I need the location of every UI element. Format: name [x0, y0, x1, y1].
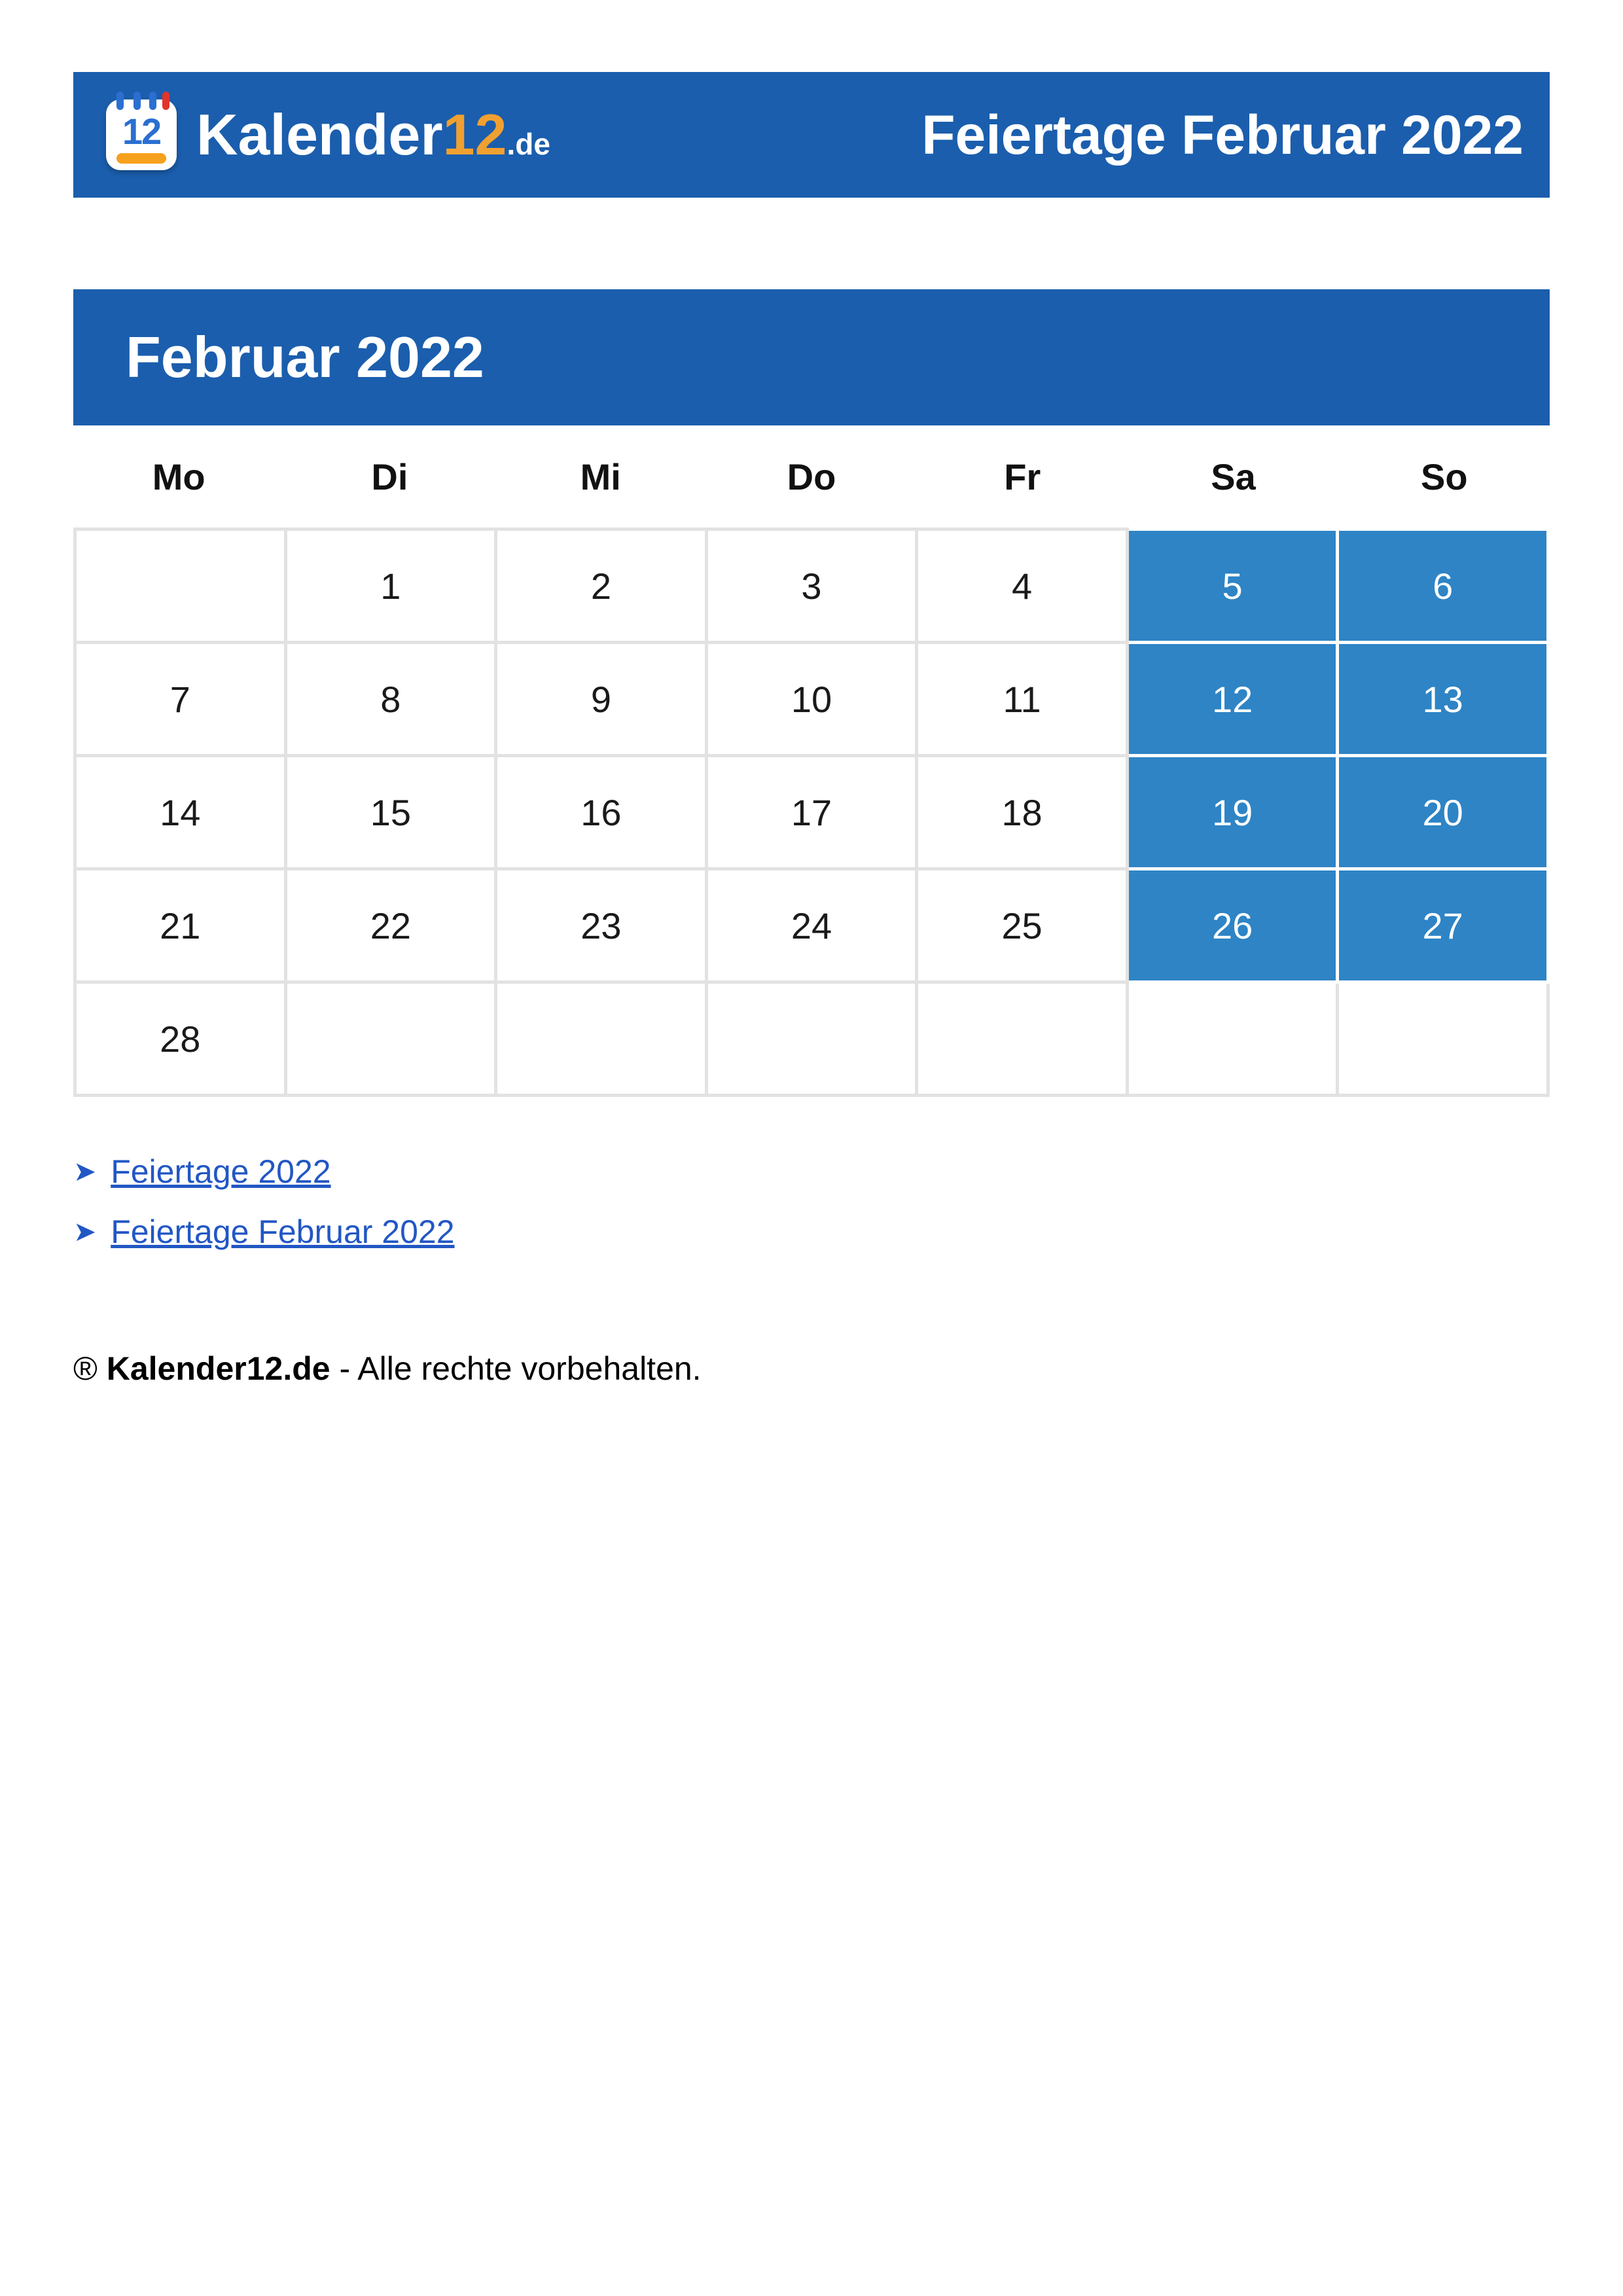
day-cell-20: 20: [1338, 756, 1548, 869]
day-cell-empty: [1127, 982, 1338, 1096]
weekday-header-row: [73, 425, 1550, 528]
day-cell-25: 25: [917, 869, 1128, 982]
day-cell-2: 2: [496, 529, 707, 643]
weekday-label-mo: Mo: [152, 456, 205, 497]
footer-text: - Alle rechte vorbehalten.: [330, 1350, 702, 1387]
calendar-icon-peg: [116, 92, 124, 110]
calendar-week-row: [75, 529, 1548, 643]
weekday-label-fr: Fr: [1004, 456, 1041, 497]
day-cell-27: 27: [1338, 869, 1548, 982]
calendar-icon-peg-red: [162, 92, 169, 110]
day-cell-22: 22: [285, 869, 496, 982]
day-cell-5: 5: [1127, 529, 1338, 643]
calendar-week-row: [75, 643, 1548, 756]
day-cell-1: 1: [285, 529, 496, 643]
calendar-icon-number: 12: [122, 111, 161, 152]
day-cell-8: 8: [285, 643, 496, 756]
day-cell-21: 21: [75, 869, 286, 982]
calendar-week-row: [75, 869, 1548, 982]
calendar-icon-peg: [134, 92, 141, 110]
brand-number: 12: [442, 102, 507, 167]
day-cell-7: 7: [75, 643, 286, 756]
day-cell-28: 28: [75, 982, 286, 1096]
day-cell-empty: [285, 982, 496, 1096]
day-cell-13: 13: [1338, 643, 1548, 756]
registered-mark: ®: [73, 1350, 98, 1387]
brand-name: Kalender: [196, 102, 443, 167]
month-header-bar: [73, 289, 1550, 425]
day-cell-3: 3: [706, 529, 917, 643]
calendar-week-row: [75, 756, 1548, 869]
brand-wordmark: [196, 101, 550, 168]
links-section: [73, 1152, 1550, 1251]
day-cell-24: 24: [706, 869, 917, 982]
copyright-footer: [73, 1350, 1550, 1388]
day-cell-6: 6: [1338, 529, 1548, 643]
calendar-week-row: [75, 982, 1548, 1096]
page-title: Feiertage Februar 2022: [921, 103, 1524, 166]
day-cell-16: 16: [496, 756, 707, 869]
link-feiertage-2022[interactable]: Feiertage 2022: [111, 1153, 331, 1190]
day-cell-empty: [706, 982, 917, 1096]
day-cell-19: 19: [1127, 756, 1338, 869]
weekday-label-do: Do: [787, 456, 836, 497]
arrow-bullet-icon: ➤: [73, 1156, 97, 1187]
weekday-label-mi: Mi: [580, 456, 621, 497]
calendar-grid-body: [75, 529, 1548, 1096]
day-cell-18: 18: [917, 756, 1128, 869]
day-cell-empty: [496, 982, 707, 1096]
day-cell-15: 15: [285, 756, 496, 869]
footer-brand: Kalender12.de: [106, 1350, 330, 1387]
brand-tld: .de: [507, 127, 550, 161]
day-cell-empty: [1338, 982, 1548, 1096]
day-cell-9: 9: [496, 643, 707, 756]
day-cell-empty: [917, 982, 1128, 1096]
weekday-label-di: Di: [371, 456, 408, 497]
site-logo[interactable]: [106, 99, 550, 170]
top-header-bar: [73, 72, 1550, 198]
day-cell-empty: [75, 529, 286, 643]
day-cell-4: 4: [917, 529, 1128, 643]
link-row: [73, 1212, 1550, 1251]
day-cell-12: 12: [1127, 643, 1338, 756]
day-cell-10: 10: [706, 643, 917, 756]
weekday-label-so: So: [1421, 456, 1468, 497]
day-cell-17: 17: [706, 756, 917, 869]
day-cell-14: 14: [75, 756, 286, 869]
month-title: Februar 2022: [126, 325, 484, 389]
calendar-icon-peg: [149, 92, 156, 110]
page: [73, 72, 1550, 1388]
arrow-bullet-icon: ➤: [73, 1216, 97, 1247]
link-feiertage-februar-2022[interactable]: Feiertage Februar 2022: [111, 1213, 455, 1250]
day-cell-11: 11: [917, 643, 1128, 756]
day-cell-23: 23: [496, 869, 707, 982]
link-row: [73, 1152, 1550, 1191]
weekday-label-sa: Sa: [1211, 456, 1256, 497]
day-cell-26: 26: [1127, 869, 1338, 982]
calendar-icon-bar: [116, 153, 166, 164]
calendar-logo-icon: [106, 99, 177, 170]
calendar-grid: [73, 528, 1550, 1097]
